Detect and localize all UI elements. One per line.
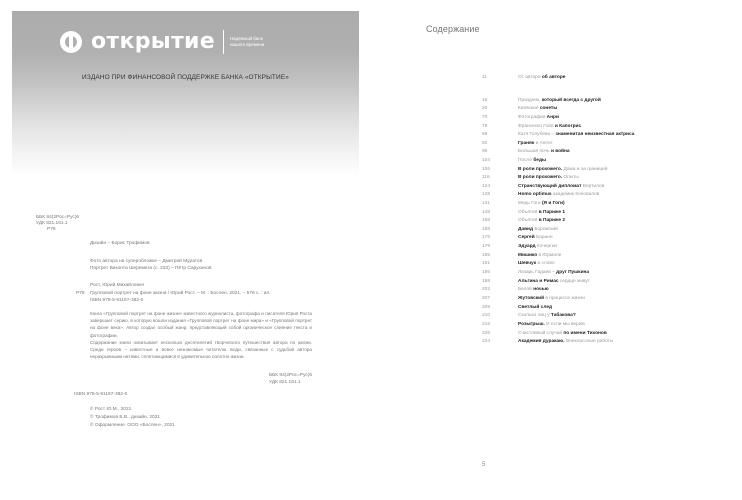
toc-title-plain-before: Медь Гоги — [518, 201, 542, 206]
toc-entry[interactable] — [482, 278, 590, 286]
toc-title-plain-before: После — [518, 158, 534, 163]
toc-page-number: 175 — [482, 235, 491, 240]
toc-title-bold: Розыгрыш. — [518, 322, 545, 327]
toc-page-number: 198 — [482, 279, 491, 284]
toc-entry[interactable] — [482, 234, 552, 242]
toc-title-plain-after: И если мы верим — [544, 322, 585, 327]
toc-entry-title — [518, 140, 552, 148]
toc-title-plain-before: Счастливый случай — [518, 331, 564, 336]
toc-title-plain-after: Внеклассные работы — [564, 339, 614, 344]
toc-entry-title — [518, 269, 589, 277]
annotation-paragraph-2: Содержание книги охватывает несколько десятилетий творческого путешествия автора по жизни. Среди героев – известные и вовсе незнакомые читателю люди, связанные с судьбой автора неразрывными нитями, сплетающимися в удивительное полотно жизни. — [90, 340, 312, 360]
toc-page-number: 92 — [482, 141, 488, 146]
toc-entry[interactable] — [482, 174, 579, 182]
toc-page-number: 104 — [482, 158, 491, 163]
toc-page-number: 11 — [482, 75, 487, 80]
toc-title-bold: Странствующий дипломат — [518, 184, 582, 189]
toc-entry[interactable] — [482, 114, 559, 122]
toc-title-plain-before: Лазарь Гадаев – — [518, 270, 557, 275]
toc-entry-title — [518, 312, 576, 320]
toc-entry-title — [518, 74, 565, 82]
toc-page-number: 20 — [482, 106, 488, 111]
toc-title-bold: Табакова? — [550, 313, 576, 318]
right-page-contents — [371, 0, 742, 500]
toc-entry-title — [518, 148, 570, 156]
toc-entry-title — [518, 330, 607, 338]
toc-title-plain-after: Баранн — [534, 235, 553, 240]
toc-title-bold: об авторе — [541, 75, 566, 80]
bank-logo — [60, 27, 280, 57]
toc-entry[interactable] — [482, 243, 557, 251]
toc-entry-title — [518, 174, 579, 182]
page-number: 5 — [482, 462, 486, 468]
toc-title-bold: Альгина и Римас — [518, 279, 559, 284]
toc-title-plain-after: и слово — [536, 261, 555, 266]
toc-title-bold: (Я и Гоги) — [541, 201, 565, 206]
toc-entry[interactable] — [482, 123, 581, 131]
bottom-bbk-code: ББК 84(2Рос=Рус)6 — [269, 373, 313, 378]
toc-title-bold: Homo optimus — [518, 192, 552, 197]
bib-isbn: ISBN 978-5-91187-382-0 — [90, 298, 144, 303]
toc-title-plain-before: Объятия — [518, 218, 539, 223]
toc-page-number: 148 — [482, 210, 491, 215]
toc-entry-title — [518, 209, 565, 217]
toc-page-number: 234 — [482, 339, 491, 344]
toc-page-number: 131 — [482, 201, 491, 206]
tagline-line-1: Надёжный банк — [229, 36, 263, 41]
toc-page-number: 207 — [482, 296, 491, 301]
toc-title-plain-before: Катя Голубева – — [518, 132, 556, 137]
bank-logo-wordmark: открытие — [91, 29, 215, 54]
toc-entry-title — [518, 131, 634, 139]
toc-page-number: 195 — [482, 270, 491, 275]
toc-entry[interactable] — [482, 321, 585, 329]
toc-title-plain-before: Киевские — [518, 106, 540, 111]
toc-title-bold: по имени Тихонов — [563, 331, 607, 336]
bank-tagline — [230, 36, 280, 48]
toc-entry-title — [518, 183, 604, 191]
toc-title-plain-before: Объятия — [518, 210, 539, 215]
toc-page-number: 78 — [482, 124, 488, 129]
toc-entry-title — [518, 286, 549, 294]
toc-entry[interactable] — [482, 330, 607, 338]
toc-entry[interactable] — [482, 226, 558, 234]
toc-entry-title — [518, 278, 590, 286]
toc-entry[interactable] — [482, 191, 599, 199]
toc-entry-title — [518, 338, 613, 346]
toc-page-number: 226 — [482, 331, 491, 336]
toc-entry[interactable] — [482, 74, 565, 82]
tagline-line-2: нашего времени — [229, 42, 265, 47]
toc-page-number: 128 — [482, 192, 491, 197]
toc-title-plain-before: Большая почь — [518, 149, 551, 154]
toc-entry[interactable] — [482, 157, 546, 165]
toc-title-bold: В роли прохожего. — [518, 167, 563, 172]
toc-entry-title — [518, 321, 585, 329]
toc-title-bold: Граняк — [518, 141, 535, 146]
toc-title-bold: ночью — [533, 287, 549, 292]
toc-title-bold: В роли прохожего. — [518, 175, 563, 180]
toc-entry[interactable] — [482, 260, 555, 268]
toc-entry-title — [518, 123, 581, 131]
toc-entry-title — [518, 105, 557, 113]
isbn-standalone: ISBN 978-5-91187-382-0 — [74, 392, 128, 397]
toc-title-plain-before: От автора — [518, 75, 542, 80]
toc-entry-title — [518, 226, 558, 234]
toc-title-plain-after: Опыты — [562, 175, 579, 180]
cover-photo-credit: Фото автора на суперобложке – Дмитрий Муратов — [90, 259, 203, 264]
toc-title-plain-after: в Юрмале — [537, 253, 562, 258]
toc-entry[interactable] — [482, 97, 601, 105]
toc-page-number: 124 — [482, 184, 491, 189]
toc-title-plain-before: Фотография — [518, 115, 547, 120]
toc-title-plain-after: Дома и за границей — [562, 167, 608, 172]
annotation-paragraph-1: Книга «Групповой портрет на фоне жизни» известного журналиста, фотографа и писателя Юрия Роста завершает серию, в которую вошли издания «Групповой портрет на фоне мира» и «Групповой портрет на фоне века». Автор создал особый жанр, представляющий собой органическое слияние текста и фотографии. — [90, 311, 312, 338]
portrait-credit: Портрет Виконта Шеремета (с. 233) – Пётр Саруханов — [90, 266, 212, 271]
toc-entry[interactable] — [482, 338, 613, 346]
design-credit: Дизайн – Борис Трофимов — [90, 241, 150, 246]
toc-entry[interactable] — [482, 183, 604, 191]
copyright-design: © Трофимов Б.В., дизайн, 2021 — [90, 415, 161, 420]
toc-title-plain-after: сердце живут — [558, 279, 590, 284]
udk-code: УДК 821.161.1 — [36, 221, 68, 226]
toc-title-bold: Давид — [518, 227, 534, 232]
toc-title-bold: в Париже 1 — [538, 210, 566, 215]
toc-title-plain-before: Белой — [518, 287, 534, 292]
toc-entry[interactable] — [482, 105, 557, 113]
toc-title-bold: друг Пушкина — [556, 270, 590, 275]
toc-title-bold: Светлый след — [518, 305, 553, 310]
toc-title-bold: знаменитая неизвестная актриса — [555, 132, 635, 137]
toc-entry-title — [518, 295, 585, 303]
toc-entry[interactable] — [482, 304, 552, 312]
toc-entry-title — [518, 166, 607, 174]
toc-entry-title — [518, 252, 561, 260]
toc-entry[interactable] — [482, 295, 585, 303]
toc-entry[interactable] — [482, 140, 552, 148]
author-mark: Р78 — [47, 227, 56, 232]
toc-entry[interactable] — [482, 209, 565, 217]
toc-title-plain-after: и Ангел — [534, 141, 553, 146]
toc-title-bold: сонеты — [539, 106, 558, 111]
toc-page-number: 210 — [482, 313, 491, 318]
sponsor-banner — [12, 11, 359, 176]
toc-page-number: 191 — [482, 261, 491, 266]
toc-entry[interactable] — [482, 131, 634, 139]
toc-title-plain-before: Сколько лиц у — [518, 313, 551, 318]
toc-title-bold: Анри — [546, 115, 559, 120]
toc-entry[interactable] — [482, 200, 565, 208]
toc-entry[interactable] — [482, 217, 565, 225]
sponsor-text: ИЗДАНО ПРИ ФИНАНСОВОЙ ПОДДЕРЖКЕ БАНКА «ОТКРЫТИЕ» — [82, 74, 289, 81]
toc-title-bold: Эдуард — [518, 244, 536, 249]
toc-entry-title — [518, 97, 601, 105]
toc-entry[interactable] — [482, 286, 549, 294]
toc-page-number: 168 — [482, 227, 491, 232]
toc-title-plain-after: Кочергин — [535, 244, 558, 249]
toc-entry-title — [518, 243, 557, 251]
copyright-author: © Рост Ю.М., 2021 — [90, 407, 132, 412]
bank-logo-icon — [60, 31, 82, 53]
toc-page-number: 209 — [482, 305, 491, 310]
toc-page-number: 215 — [482, 322, 491, 327]
bottom-udk-code: УДК 821.161.1 — [269, 380, 301, 385]
toc-title-plain-before: Франсиско Гойя — [518, 124, 555, 129]
toc-title-bold: Жутовский — [518, 296, 545, 301]
toc-title-bold: и Капогрис — [554, 124, 582, 129]
toc-entry-title — [518, 260, 555, 268]
toc-title-plain-after: в процессе жизни — [544, 296, 585, 301]
toc-title-plain-after: Вертилов — [581, 184, 605, 189]
bib-record: Групповой портрет на фоне жизни / Юрий Рост. – М. : Бослен, 2021. – 576 с. : ил. — [90, 291, 271, 296]
toc-title-bold: беды — [533, 158, 547, 163]
toc-page-number: 179 — [482, 244, 491, 249]
toc-title-plain-before: Праздник, — [518, 98, 542, 103]
contents-title: Содержание — [426, 24, 480, 34]
toc-page-number: 70 — [482, 115, 488, 120]
toc-entry-title — [518, 157, 546, 165]
toc-entry-title — [518, 200, 565, 208]
toc-title-bold: который всегда с другой — [541, 98, 601, 103]
toc-page-number: 16 — [482, 98, 488, 103]
toc-entry[interactable] — [482, 166, 607, 174]
toc-page-number: 89 — [482, 132, 488, 137]
toc-title-bold: Академия дуракаю. — [518, 339, 565, 344]
toc-title-bold: Мишико — [518, 253, 538, 258]
copyright-publisher: © Оформление. ООО «Бослен», 2021 — [90, 423, 175, 428]
toc-title-bold: Сергей — [518, 235, 535, 240]
toc-entry-title — [518, 114, 559, 122]
toc-entry-title — [518, 217, 565, 225]
toc-entry-title — [518, 191, 599, 199]
toc-page-number: 158 — [482, 218, 491, 223]
toc-entry[interactable] — [482, 252, 561, 260]
logo-divider — [223, 30, 224, 54]
toc-title-plain-after: академик Коновалов — [551, 192, 600, 197]
toc-title-bold: и война — [550, 149, 570, 154]
bib-author: Рост, Юрий Михайлович — [90, 283, 145, 288]
toc-page-number: 202 — [482, 287, 491, 292]
toc-title-bold: в Париже 2 — [538, 218, 566, 223]
bbk-code: ББК 84(2Рос=Рус)6 — [36, 215, 80, 220]
toc-entry[interactable] — [482, 312, 576, 320]
toc-page-number: 116 — [482, 175, 490, 180]
toc-entry[interactable] — [482, 148, 570, 156]
toc-entry[interactable] — [482, 269, 589, 277]
toc-entry-title — [518, 234, 552, 242]
toc-entry-title — [518, 304, 552, 312]
bib-mark: Р78 — [76, 291, 85, 296]
toc-page-number: 98 — [482, 149, 488, 154]
toc-page-number: 185 — [482, 253, 491, 258]
toc-title-plain-after: Боровский — [533, 227, 558, 232]
toc-title-bold: Шевчук — [518, 261, 537, 266]
toc-page-number: 106 — [482, 167, 491, 172]
